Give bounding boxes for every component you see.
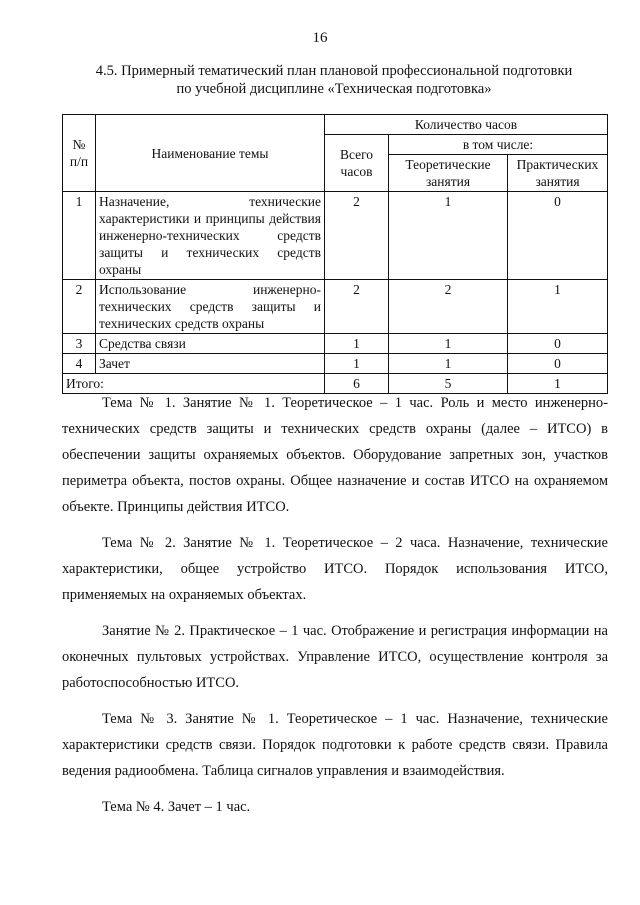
page-number: 16: [312, 30, 328, 46]
header-theory: Теоретические занятия: [389, 155, 508, 192]
row-topic: Средства связи: [96, 334, 325, 354]
heading-line-1: 4.5. Примерный тематический план плановой профессиональной подготовки: [95, 63, 573, 79]
paragraph-topic-2-lesson-2: Занятие № 2. Практическое – 1 час. Отображение и регистрация информации на оконечных пультовых устройствах. Управление ИТСО, осуществление контроля за работоспособностью ИТСО.: [62, 623, 608, 691]
paragraph-topic-1: Тема № 1. Занятие № 1. Теоретическое – 1 час. Роль и место инженерно-технических средств защиты и технических средств охраны (далее – ИТСО) в обеспечении защиты охраняемых объектов. Оборудование запретных зон, участков периметра объекта, постов охраны. Общее назначение и состав ИТСО на охраняемом объекте. Принципы действия ИТСО.: [62, 395, 608, 515]
body-text: [62, 390, 608, 830]
row-total: 2: [325, 192, 389, 280]
row-total: 1: [325, 354, 389, 374]
row-topic: Использование инженерно-технических средств защиты и технических средств охраны: [96, 280, 325, 334]
row-num: 3: [63, 334, 96, 354]
totals-label: Итого:: [63, 374, 325, 394]
paragraph-topic-2: Тема № 2. Занятие № 1. Теоретическое – 2 часа. Назначение, технические характеристики, общее устройство ИТСО. Порядок использования ИТСО, применяемых на охраняемых объектах.: [62, 535, 608, 603]
header-hours: Количество часов: [325, 115, 608, 135]
section-heading: [60, 62, 608, 98]
row-topic: Зачет: [96, 354, 325, 374]
row-practice: 0: [508, 334, 608, 354]
totals-total: 6: [325, 374, 389, 394]
header-total: Всего часов: [325, 135, 389, 192]
row-num: 1: [63, 192, 96, 280]
totals-theory: 5: [389, 374, 508, 394]
row-total: 1: [325, 334, 389, 354]
header-num: № п/п: [63, 115, 96, 192]
paragraph-topic-3: Тема № 3. Занятие № 1. Теоретическое – 1 час. Назначение, технические характеристики средств связи. Порядок подготовки к работе средств связи. Правила ведения радиообмена. Таблица сигналов управления и взаимодействия.: [62, 711, 608, 779]
row-practice: 0: [508, 354, 608, 374]
header-topic: Наименование темы: [96, 115, 325, 192]
row-practice: 1: [508, 280, 608, 334]
table-row: [63, 354, 608, 374]
row-topic: Назначение, технические характеристики и принципы действия инженерно-технических средств защиты и технических средств охраны: [96, 192, 325, 280]
paragraph-topic-4: Тема № 4. Зачет – 1 час.: [102, 799, 251, 815]
thematic-plan-table: [62, 114, 608, 394]
row-total: 2: [325, 280, 389, 334]
row-num: 2: [63, 280, 96, 334]
totals-practice: 1: [508, 374, 608, 394]
row-theory: 1: [389, 334, 508, 354]
row-practice: 0: [508, 192, 608, 280]
header-including: в том числе:: [389, 135, 608, 155]
row-theory: 1: [389, 354, 508, 374]
table-row: [63, 280, 608, 334]
table-row: [63, 334, 608, 354]
row-theory: 1: [389, 192, 508, 280]
header-practice: Практических занятия: [508, 155, 608, 192]
heading-line-2: по учебной дисциплине «Техническая подготовка»: [176, 81, 492, 97]
row-theory: 2: [389, 280, 508, 334]
table-row: [63, 192, 608, 280]
row-num: 4: [63, 354, 96, 374]
